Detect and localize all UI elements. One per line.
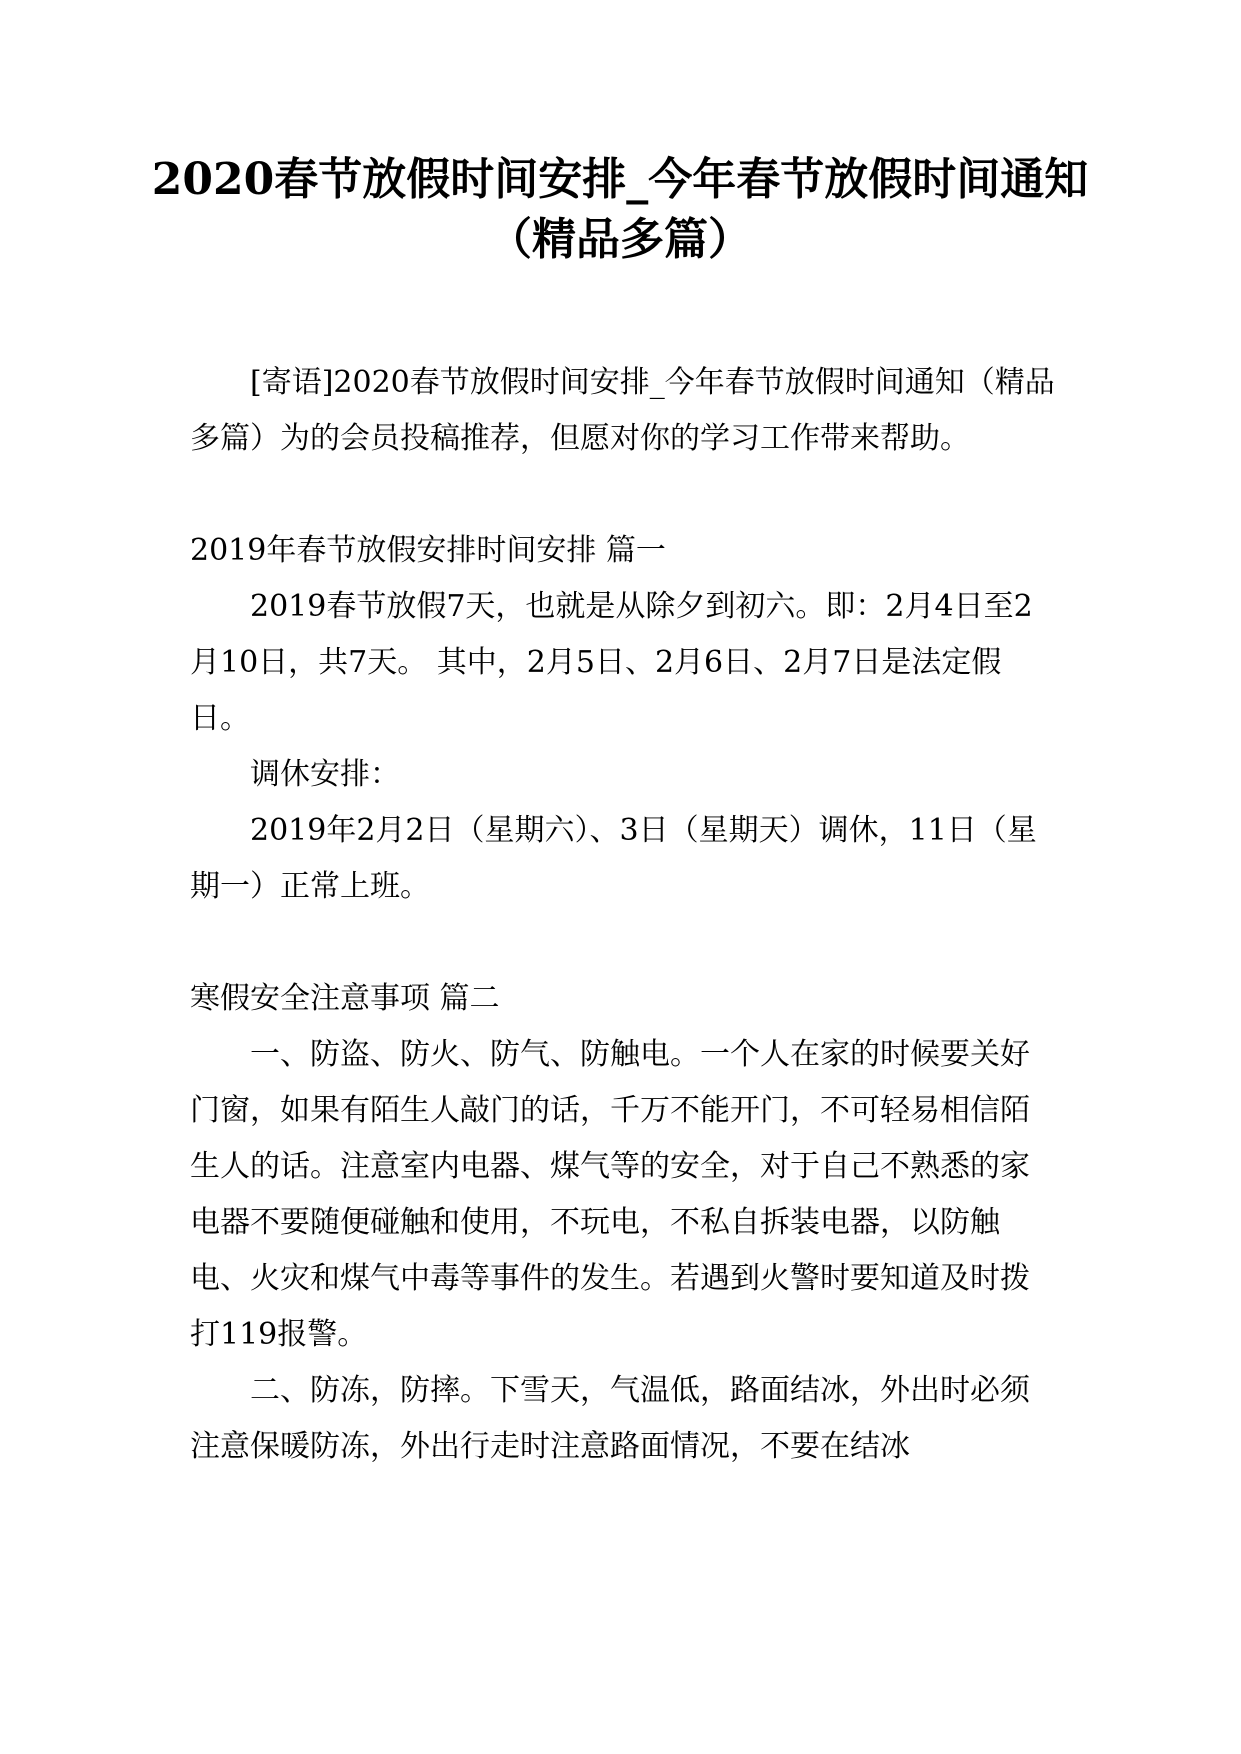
section2-paragraph: 一、防盗、防火、防气、防触电。一个人在家的时候要关好门窗，如果有陌生人敲门的话，千万不能开门，不可轻易相信陌生人的话。注意室内电器、煤气等的安全，对于自己不熟悉的家电器不要随便碰触和使用，不玩电，不私自拆装电器，以防触电、火灾和煤气中毒等事件的发生。若遇到火警时要知道及时拨打119报警。 bbox=[190, 1037, 1030, 1352]
spacer bbox=[190, 915, 1055, 971]
section-heading-2: 寒假安全注意事项 篇二 bbox=[190, 981, 500, 1016]
section1-paragraph: 调休安排： bbox=[250, 757, 400, 792]
section1-paragraph: 2019春节放假7天，也就是从除夕到初六。即：2月4日至2月10日，共7天。 其中，2月5日、2月6日、2月7日是法定假日。 bbox=[190, 589, 1033, 736]
section-heading-1: 2019年春节放假安排时间安排 篇一 bbox=[190, 533, 666, 568]
document-title: 2020春节放假时间安排_今年春节放假时间通知（精品多篇） bbox=[151, 154, 1089, 265]
section2-paragraph: 二、防冻，防摔。下雪天，气温低，路面结冰，外出时必须注意保暖防冻，外出行走时注意路面情况，不要在结冰 bbox=[190, 1373, 1030, 1464]
section1-paragraph: 2019年2月2日（星期六）、3日（星期天）调休，11日（星期一）正常上班。 bbox=[190, 813, 1037, 904]
spacer bbox=[190, 467, 1055, 523]
document-body bbox=[190, 355, 1055, 1475]
intro-paragraph: [寄语]2020春节放假时间安排_今年春节放假时间通知（精品多篇）为的会员投稿推荐，但愿对你的学习工作带来帮助。 bbox=[190, 365, 1055, 456]
